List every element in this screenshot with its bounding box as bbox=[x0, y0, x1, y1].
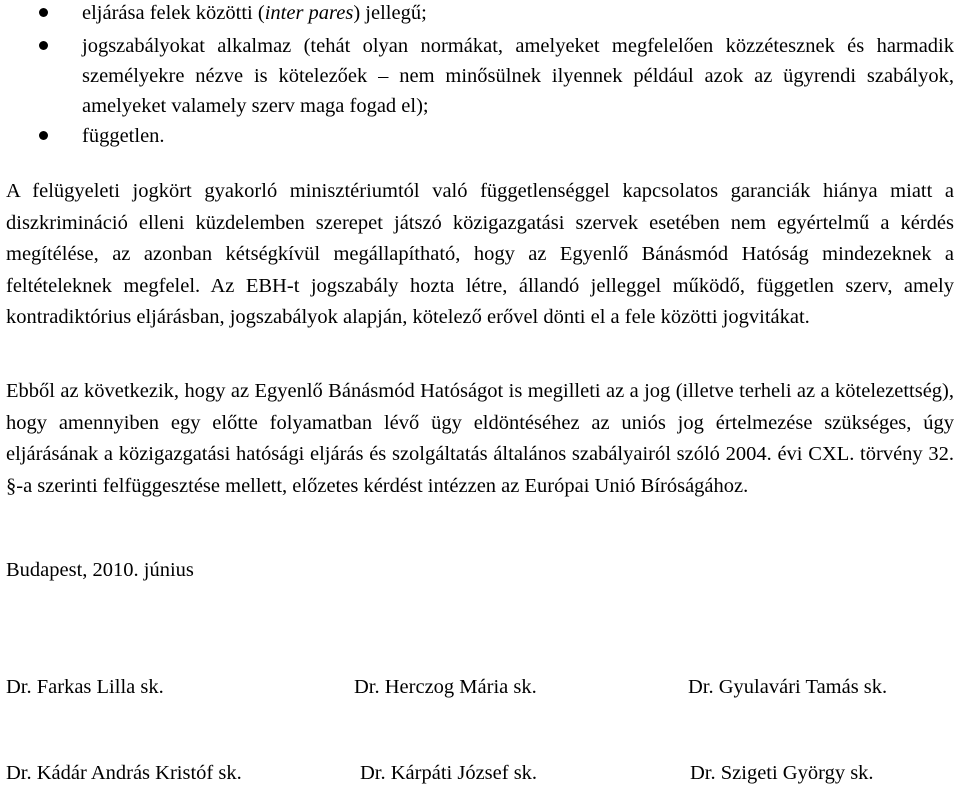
bullet-text-suffix: ) jellegű; bbox=[353, 2, 427, 24]
bullet-list-item bbox=[0, 31, 960, 121]
bullet-list-item bbox=[0, 121, 960, 151]
signature: Dr. Gyulavári Tamás sk. bbox=[688, 676, 888, 698]
bullet-icon bbox=[39, 41, 48, 50]
bullet-text-container bbox=[0, 31, 960, 121]
bullet-text: jogszabályokat alkalmaz (tehát olyan normákat, amelyeket megfelelően közzétesznek és harmadik személyekre nézve is kötelezőek – nem minősülnek ilyennek például azok az ügyrendi szabályok, amelyeket valamely szerv maga fogad el); bbox=[82, 35, 954, 117]
bullet-icon bbox=[39, 8, 48, 17]
body-paragraph: Ebből az következik, hogy az Egyenlő Bánásmód Hatóságot is megilleti az a jog (illetve terheli az a kötelezettség), hogy amennyiben egy előtte folyamatban lévő ügy eldöntéséhez az uniós jog értelmezése szükséges, úgy eljárásának a közigazgatási hatósági eljárás és szolgáltatás általános szabályairól szóló 2004. évi CXL. törvény 32. §-a szerinti felfüggesztése mellett, előzetes kérdést intézzen az Európai Unió Bíróságához. bbox=[6, 380, 954, 497]
signature: Dr. Kádár András Kristóf sk. bbox=[6, 762, 242, 784]
signature: Dr. Herczog Mária sk. bbox=[354, 676, 537, 698]
bullet-text-prefix: eljárása felek közötti ( bbox=[82, 2, 265, 24]
signature: Dr. Farkas Lilla sk. bbox=[6, 676, 164, 698]
signature: Dr. Kárpáti József sk. bbox=[360, 762, 538, 784]
dateline: Budapest, 2010. június bbox=[6, 559, 194, 581]
signature: Dr. Szigeti György sk. bbox=[690, 762, 874, 784]
bullet-text: független. bbox=[82, 125, 165, 147]
bullet-icon bbox=[39, 131, 48, 140]
bullet-list-item bbox=[0, 0, 960, 28]
bullet-text bbox=[0, 0, 960, 28]
body-paragraph: A felügyeleti jogkört gyakorló minisztériumtól való függetlenséggel kapcsolatos garanciák hiánya miatt a diszkrimináció elleni küzdelemben szerepet játszó közigazgatási szervek esetében nem egyértelmű a kérdés megítélése, az azonban kétségkívül megállapítható, hogy az Egyenlő Bánásmód Hatóság mindezeknek a feltételeknek megfelel. Az EBH-t jogszabály hozta létre, állandó jelleggel működő, független szerv, amely kontradiktórius eljárásban, jogszabályok alapján, kötelező erővel dönti el a fele közötti jogvitákat. bbox=[6, 180, 954, 328]
bullet-text-italic: inter pares bbox=[264, 2, 354, 24]
bullet-text-container bbox=[0, 121, 960, 151]
